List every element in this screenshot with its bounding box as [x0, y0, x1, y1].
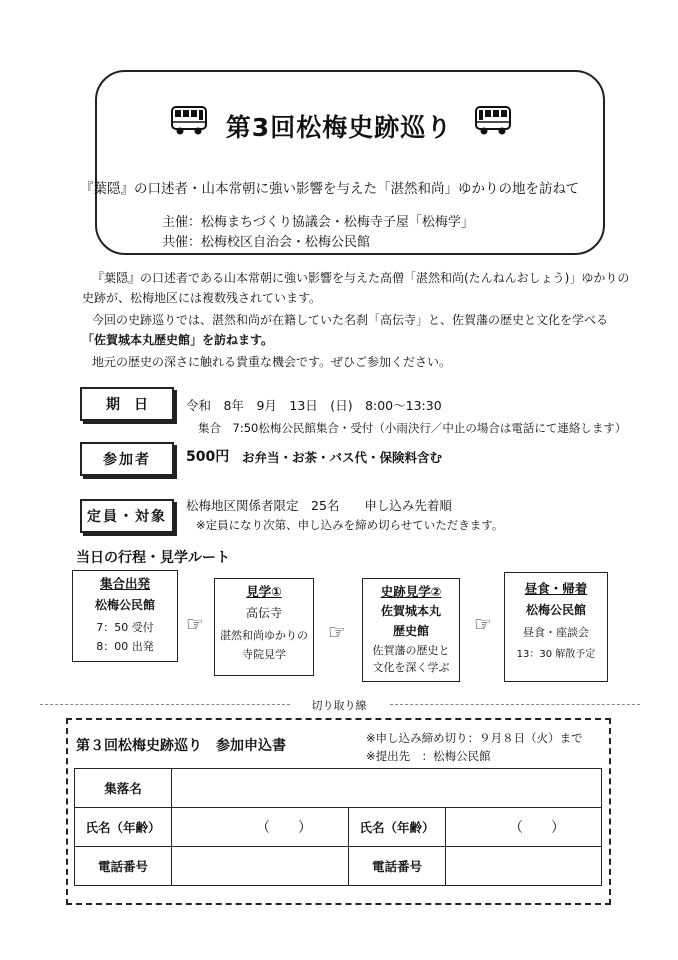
route-step-place: 高伝寺	[245, 606, 282, 620]
route-step-place: 歴史館	[392, 624, 429, 638]
route-step-line: 寺院見学	[242, 648, 286, 661]
capacity-value: 松梅地区関係者限定 25名 申し込み先着順	[186, 498, 452, 513]
fee-label: 参加者	[80, 442, 174, 476]
pointing-hand-icon: ☞	[328, 620, 346, 644]
cut-line	[390, 704, 640, 705]
fee-value: 500円	[186, 449, 230, 465]
route-step	[504, 572, 608, 682]
page-title: 第3回松梅史跡巡り	[225, 113, 453, 142]
date-value: 令和 8年 9月 13日 (日) 8:00〜13:30	[186, 398, 442, 413]
name-age-label: 氏名（年齢）	[75, 808, 172, 847]
route-step-place: 松梅公民館	[525, 603, 586, 617]
route-step-line: 湛然和尚ゆかりの	[220, 629, 308, 642]
date-label: 期日	[80, 387, 174, 421]
village-label: 集落名	[75, 769, 172, 808]
subtitle: 『葉隠』の口述者・山本常朝に強い影響を与えた「湛然和尚」ゆかりの地を訪ねて	[80, 181, 580, 197]
form-title: 第３回松梅史跡巡り 参加申込書	[76, 738, 286, 754]
date-note: 集合 7:50松梅公民館集合・受付（小雨決行／中止の場合は電話にて連絡します）	[198, 421, 627, 435]
intro-line: 『葉隠』の口述者である山本常朝に強い影響を与えた高僧「湛然和尚(たんねんおしょう)」ゆかりの	[92, 271, 630, 285]
route-step	[362, 578, 460, 682]
route-step-heading: 史跡見学②	[380, 584, 442, 599]
pointing-hand-icon: ☞	[474, 612, 492, 636]
route-step	[214, 578, 314, 676]
fee-note: お弁当・お茶・バス代・保険料含む	[242, 450, 443, 465]
organizer: 主催：松梅まちづくり協議会・松梅寺子屋「松梅学」	[162, 215, 474, 230]
submit-note: ※提出先 ：松梅公民館	[366, 749, 491, 763]
application-form-table	[74, 768, 602, 886]
intro-line: 地元の歴史の深さに触れる貴重な機会です。ぜひご参加ください。	[92, 355, 452, 369]
pointing-hand-icon: ☞	[186, 612, 204, 636]
name-age-field[interactable]: （）	[172, 808, 349, 847]
route-step-line: 7：50 受付	[96, 621, 154, 634]
name-age-label: 氏名（年齢）	[349, 808, 446, 847]
route-step-line: 8：00 出発	[96, 640, 154, 653]
route-step-heading: 見学①	[246, 584, 282, 599]
name-age-field[interactable]: （）	[446, 808, 602, 847]
route-step-place: 松梅公民館	[94, 598, 155, 612]
capacity-note: ※定員になり次第、申し込みを締め切らせていただきます。	[196, 518, 504, 532]
route-step	[72, 570, 178, 662]
route-step-line: 文化を深く学ぶ	[372, 661, 450, 674]
intro-line: 「佐賀城本丸歴史館」を訪ねます。	[82, 333, 274, 347]
cut-line-label: 切り取り線	[311, 699, 367, 712]
phone-label: 電話番号	[349, 847, 446, 886]
intro-line: 今回の史跡巡りでは、湛然和尚が在籍していた名刹「高伝寺」と、佐賀藩の歴史と文化を学べる	[92, 313, 609, 327]
phone-field[interactable]	[446, 847, 602, 886]
co-organizer: 共催：松梅校区自治会・松梅公民館	[162, 235, 371, 250]
route-step-heading: 集合出発	[99, 576, 150, 591]
intro-line: 史跡が、松梅地区には複数残されています。	[82, 291, 322, 305]
capacity-label: 定員・対象	[80, 499, 174, 533]
route-step-line: 昼食・座談会	[523, 626, 589, 639]
route-title: 当日の行程・見学ルート	[76, 550, 230, 566]
route-step-line: 13：30 解散予定	[516, 649, 596, 660]
deadline-note: ※申し込み締め切り：９月８日（火）まで	[366, 731, 583, 745]
route-step-heading: 昼食・帰着	[524, 581, 588, 596]
village-field[interactable]	[172, 769, 602, 808]
phone-label: 電話番号	[75, 847, 172, 886]
route-step-line: 佐賀藩の歴史と	[372, 644, 450, 657]
route-step-place: 佐賀城本丸	[380, 604, 441, 618]
phone-field[interactable]	[172, 847, 349, 886]
